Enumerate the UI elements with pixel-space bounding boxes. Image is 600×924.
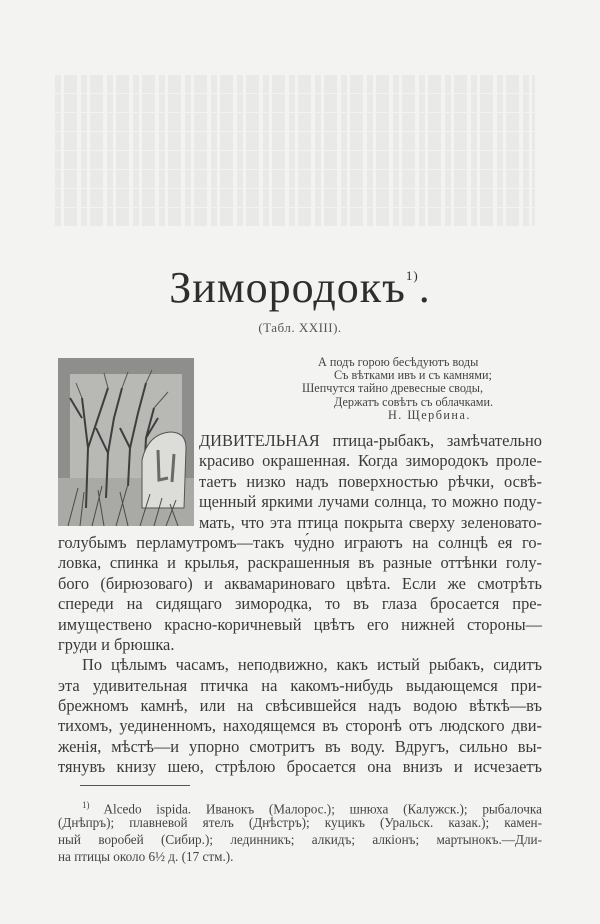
plate-reference: (Табл. XXIII). — [258, 320, 342, 335]
title-text: Зимородокъ — [169, 263, 406, 312]
epigraph-line: А подъ горою бесѣдуютъ воды — [318, 355, 479, 369]
footnote-line: (Днѣпръ); плавневой ятелъ (Днѣстръ); куцикъ (Уральск. казак.); камен- — [58, 815, 542, 830]
footnote-mark: 1) — [82, 800, 90, 810]
body-line: тихомъ, уединенномъ, находящемся въ сторонѣ отъ людского дви- — [58, 716, 542, 736]
body-line: груди и брюшка. — [58, 634, 175, 654]
epigraph-author: Н. Щербина. — [388, 407, 471, 422]
body-line: ловка, спинка и крылья, раскрашенныя въ разные оттѣнки голу- — [58, 553, 542, 573]
page-title — [0, 262, 600, 313]
title-period: . — [418, 263, 431, 312]
body-line: тянувъ книзу шею, стрѣлою бросается она внизъ и исчезаетъ — [58, 757, 542, 777]
footnote-line: на птицы около 6½ д. (17 стм.). — [58, 849, 234, 864]
body-line: мать, что эта птица покрыта сверху зеленовато- — [199, 512, 542, 532]
footnote-divider — [80, 785, 190, 786]
body-line: женія, мѣстѣ—и упорно смотритъ въ воду. Вдругъ, сильно вы- — [58, 736, 542, 756]
body-line: эта удивительная птичка на какомъ-нибудь выдающемся при- — [58, 675, 542, 695]
body-line: имуществено красно-коричневый цвѣтъ его нижней стороны— — [58, 614, 542, 634]
title-footnote-mark: 1) — [405, 268, 419, 283]
body-line: ДИВИТЕЛЬНАЯ птица-рыбакъ, замѣчательно — [199, 431, 542, 450]
body-line: щенный яркими лучами солнца, то можно поду- — [199, 492, 542, 512]
epigraph-line: Шепчутся тайно древесные своды, — [302, 381, 483, 396]
body-line: спереди на сидящаго зимородка, то въ глаза бросается пре- — [58, 594, 542, 614]
article-body — [58, 431, 542, 778]
body-line: голубымъ перламутромъ—такъ чу́дно играютъ на солнцѣ ея го- — [58, 532, 542, 552]
body-line: По цѣлымъ часамъ, неподвижно, какъ истый рыбакъ, сидитъ — [82, 655, 542, 675]
bleed-through-text — [55, 75, 535, 245]
epigraph-line: Съ вѣтками ивъ и съ камнями; — [334, 368, 492, 383]
footnote-line — [58, 797, 542, 817]
body-line: брежномъ камнѣ, или на свѣсившейся надъ водою вѣткѣ—въ — [58, 696, 542, 716]
footnote-line: ный воробей (Сибир.); лединникъ; алкидъ; алкіонъ; мартынокъ.—Дли- — [58, 832, 542, 847]
body-line: бого (бирюзоваго) и аквамариноваго цвѣта. Если же смотрѣть — [58, 573, 542, 593]
body-line: красиво окрашенная. Когда зимородокъ проле- — [199, 451, 542, 471]
footnote — [58, 797, 542, 865]
body-line: таетъ низко надъ поверхностью рѣчки, освѣ- — [199, 471, 542, 491]
footnote-text: Alcedo ispida. Иванокъ (Малорос.); шнюха (Калужск.); рыбалочка — [103, 801, 542, 817]
epigraph-line: Держатъ совѣтъ съ облачками. — [334, 394, 494, 409]
epigraph — [302, 355, 578, 422]
